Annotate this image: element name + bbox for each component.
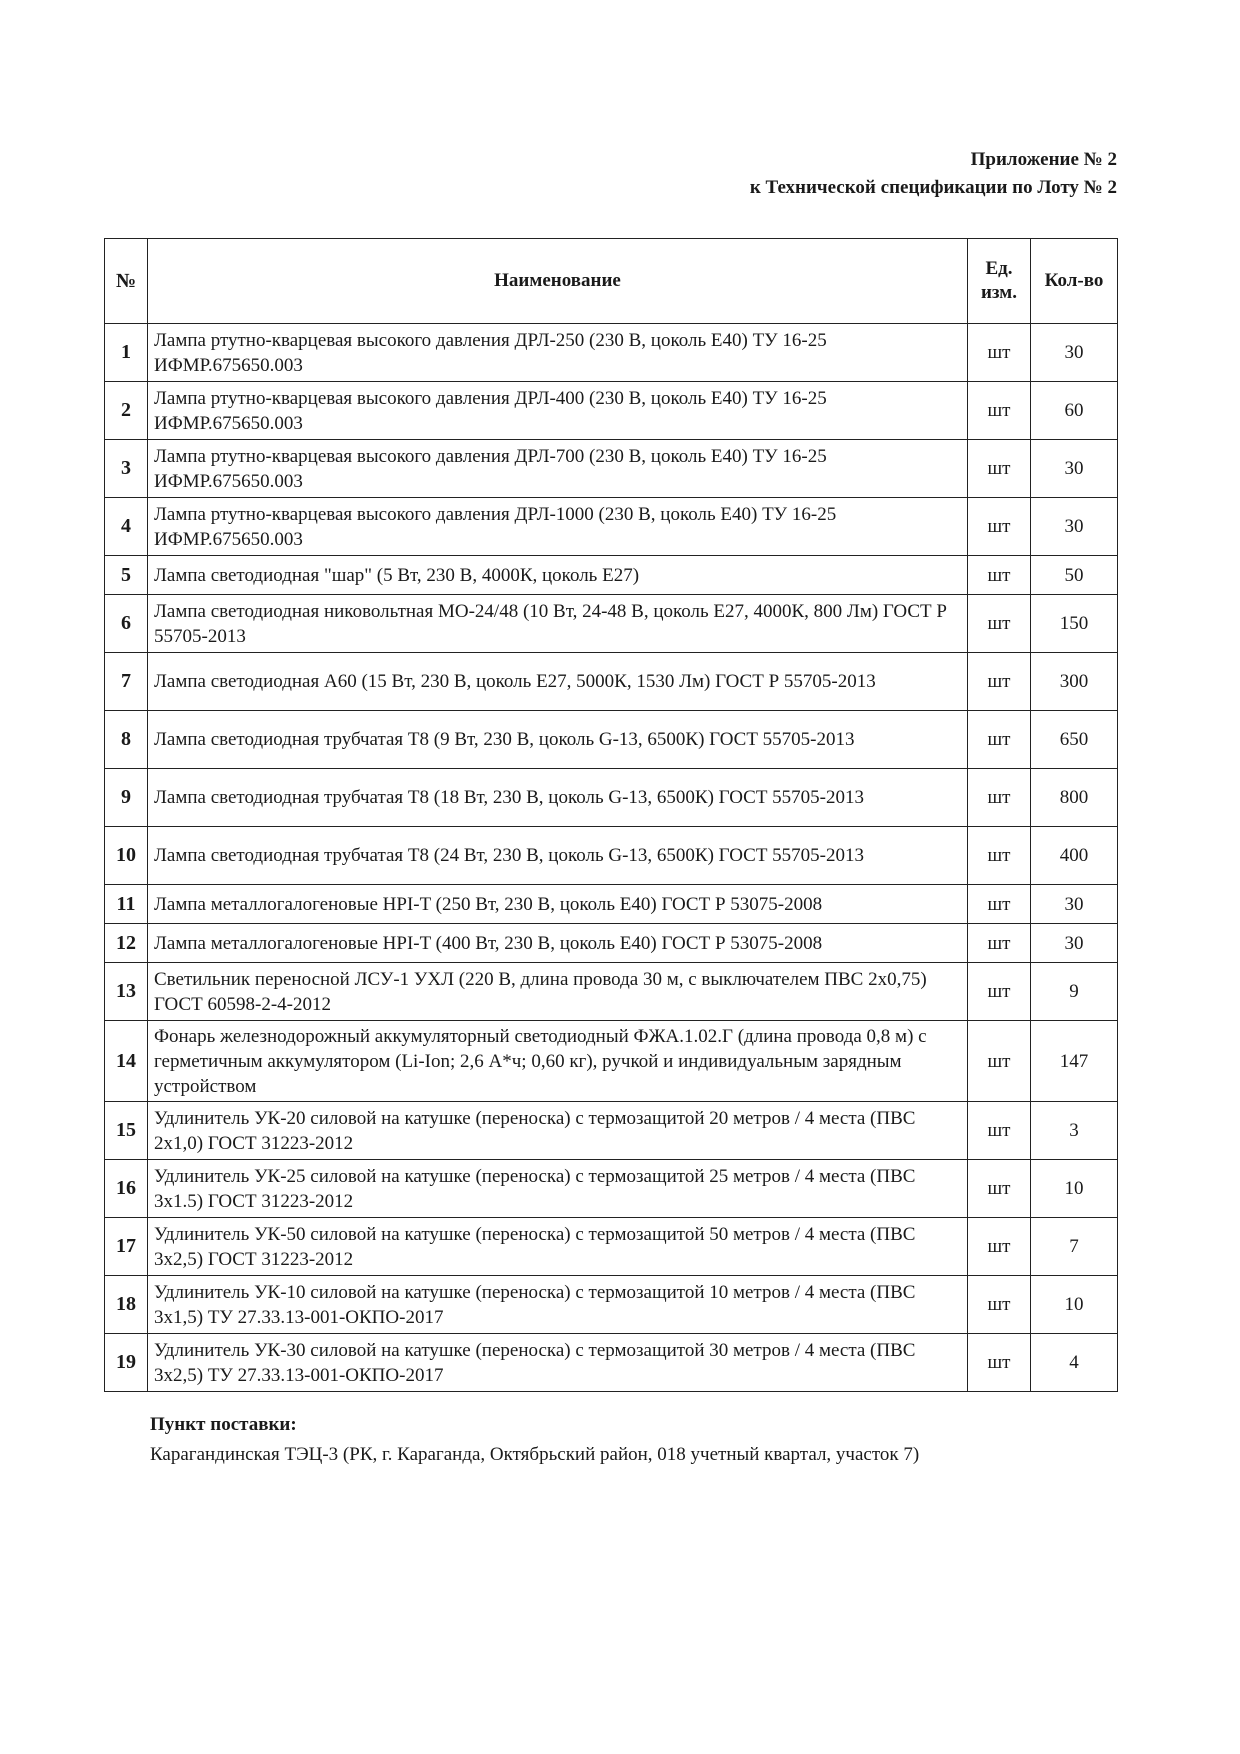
row-number: 15 (105, 1102, 148, 1160)
table-row (105, 1218, 1118, 1276)
row-unit: шт (968, 1021, 1031, 1102)
row-number: 4 (105, 498, 148, 556)
table-row (105, 653, 1118, 711)
row-number: 1 (105, 324, 148, 382)
table-header-row (105, 239, 1118, 324)
delivery-address: Карагандинская ТЭЦ-3 (РК, г. Караганда, Октябрьский район, 018 учетный квартал, участок 7) (150, 1444, 920, 1465)
row-number: 5 (105, 556, 148, 595)
table-row (105, 963, 1118, 1021)
row-quantity: 300 (1031, 653, 1118, 711)
row-number: 7 (105, 653, 148, 711)
delivery-label: Пункт поставки: (150, 1414, 297, 1435)
row-quantity: 650 (1031, 711, 1118, 769)
row-quantity: 10 (1031, 1160, 1118, 1218)
row-number: 19 (105, 1334, 148, 1392)
row-name: Лампа светодиодная трубчатая Т8 (24 Вт, 230 В, цоколь G-13, 6500К) ГОСТ 55705-2013 (148, 827, 968, 885)
row-name: Лампа ртутно-кварцевая высокого давления ДРЛ-250 (230 В, цоколь Е40) ТУ 16-25 ИФМР.675650.003 (148, 324, 968, 382)
table-row (105, 885, 1118, 924)
row-name: Лампа светодиодная "шар" (5 Вт, 230 В, 4000К, цоколь Е27) (148, 556, 968, 595)
table-row (105, 924, 1118, 963)
row-number: 13 (105, 963, 148, 1021)
table-row (105, 382, 1118, 440)
row-name: Удлинитель УК-30 силовой на катушке (переноска) с термозащитой 30 метров / 4 места (ПВС 3х2,5) ТУ 27.33.13-001-ОКПО-2017 (148, 1334, 968, 1392)
row-unit: шт (968, 769, 1031, 827)
row-name: Светильник переносной ЛСУ-1 УХЛ (220 В, длина провода 30 м, с выключателем ПВС 2х0,75) ГОСТ 60598-2-4-2012 (148, 963, 968, 1021)
row-unit: шт (968, 963, 1031, 1021)
specification-table (104, 238, 1118, 1392)
row-quantity: 30 (1031, 924, 1118, 963)
row-unit: шт (968, 1160, 1031, 1218)
row-number: 16 (105, 1160, 148, 1218)
table-row (105, 556, 1118, 595)
row-quantity: 10 (1031, 1276, 1118, 1334)
row-number: 8 (105, 711, 148, 769)
row-quantity: 50 (1031, 556, 1118, 595)
row-unit: шт (968, 324, 1031, 382)
row-unit: шт (968, 1334, 1031, 1392)
row-quantity: 30 (1031, 885, 1118, 924)
table-row (105, 1276, 1118, 1334)
table-row (105, 769, 1118, 827)
row-unit: шт (968, 440, 1031, 498)
row-quantity: 147 (1031, 1021, 1118, 1102)
row-number: 9 (105, 769, 148, 827)
table-row (105, 1160, 1118, 1218)
row-unit: шт (968, 1218, 1031, 1276)
row-name: Лампа ртутно-кварцевая высокого давления ДРЛ-400 (230 В, цоколь Е40) ТУ 16-25 ИФМР.675650.003 (148, 382, 968, 440)
table-row (105, 1021, 1118, 1102)
row-unit: шт (968, 595, 1031, 653)
table-row (105, 1334, 1118, 1392)
document-header (750, 146, 1117, 202)
row-name: Удлинитель УК-10 силовой на катушке (переноска) с термозащитой 10 метров / 4 места (ПВС 3х1,5) ТУ 27.33.13-001-ОКПО-2017 (148, 1276, 968, 1334)
row-number: 6 (105, 595, 148, 653)
table-row (105, 1102, 1118, 1160)
row-name: Удлинитель УК-50 силовой на катушке (переноска) с термозащитой 50 метров / 4 места (ПВС 3х2,5) ГОСТ 31223-2012 (148, 1218, 968, 1276)
row-quantity: 3 (1031, 1102, 1118, 1160)
row-number: 11 (105, 885, 148, 924)
row-number: 2 (105, 382, 148, 440)
row-quantity: 30 (1031, 498, 1118, 556)
table-row (105, 827, 1118, 885)
row-unit: шт (968, 711, 1031, 769)
row-name: Удлинитель УК-25 силовой на катушке (переноска) с термозащитой 25 метров / 4 места (ПВС 3х1.5) ГОСТ 31223-2012 (148, 1160, 968, 1218)
table-row (105, 595, 1118, 653)
row-quantity: 60 (1031, 382, 1118, 440)
row-name: Лампа светодиодная никовольтная МО-24/48 (10 Вт, 24-48 В, цоколь Е27, 4000К, 800 Лм) ГОСТ Р 55705-2013 (148, 595, 968, 653)
appendix-title: Приложение № 2 (970, 149, 1117, 170)
row-number: 3 (105, 440, 148, 498)
row-name: Фонарь железнодорожный аккумуляторный светодиодный ФЖА.1.02.Г (длина провода 0,8 м) с герметичным аккумулятором (Li-Ion; 2,6 А*ч; 0,60 кг), ручкой и индивидуальным зарядным устройством (148, 1021, 968, 1102)
header-number: № (105, 239, 148, 324)
row-quantity: 7 (1031, 1218, 1118, 1276)
row-number: 18 (105, 1276, 148, 1334)
table-row (105, 711, 1118, 769)
row-number: 12 (105, 924, 148, 963)
row-quantity: 800 (1031, 769, 1118, 827)
row-quantity: 9 (1031, 963, 1118, 1021)
row-unit: шт (968, 382, 1031, 440)
row-name: Лампа металлогалогеновые HPI-T (400 Вт, 230 В, цоколь Е40) ГОСТ Р 53075-2008 (148, 924, 968, 963)
row-name: Лампа ртутно-кварцевая высокого давления ДРЛ-1000 (230 В, цоколь Е40) ТУ 16-25 ИФМР.675650.003 (148, 498, 968, 556)
row-unit: шт (968, 885, 1031, 924)
row-name: Лампа светодиодная трубчатая Т8 (18 Вт, 230 В, цоколь G-13, 6500К) ГОСТ 55705-2013 (148, 769, 968, 827)
row-number: 17 (105, 1218, 148, 1276)
row-quantity: 4 (1031, 1334, 1118, 1392)
header-unit: Ед. изм. (968, 239, 1031, 324)
row-name: Лампа ртутно-кварцевая высокого давления ДРЛ-700 (230 В, цоколь Е40) ТУ 16-25 ИФМР.675650.003 (148, 440, 968, 498)
row-unit: шт (968, 1276, 1031, 1334)
row-unit: шт (968, 556, 1031, 595)
table-row (105, 498, 1118, 556)
row-name: Удлинитель УК-20 силовой на катушке (переноска) с термозащитой 20 метров / 4 места (ПВС 2х1,0) ГОСТ 31223-2012 (148, 1102, 968, 1160)
row-unit: шт (968, 827, 1031, 885)
row-unit: шт (968, 653, 1031, 711)
row-quantity: 150 (1031, 595, 1118, 653)
row-quantity: 400 (1031, 827, 1118, 885)
delivery-section (150, 1410, 919, 1470)
row-name: Лампа металлогалогеновые HPI-T (250 Вт, 230 В, цоколь Е40) ГОСТ Р 53075-2008 (148, 885, 968, 924)
row-name: Лампа светодиодная трубчатая Т8 (9 Вт, 230 В, цоколь G-13, 6500К) ГОСТ 55705-2013 (148, 711, 968, 769)
row-unit: шт (968, 1102, 1031, 1160)
row-quantity: 30 (1031, 324, 1118, 382)
row-name: Лампа светодиодная А60 (15 Вт, 230 В, цоколь Е27, 5000К, 1530 Лм) ГОСТ Р 55705-2013 (148, 653, 968, 711)
appendix-subtitle: к Технической спецификации по Лоту № 2 (749, 177, 1117, 198)
row-number: 14 (105, 1021, 148, 1102)
row-unit: шт (968, 498, 1031, 556)
header-quantity: Кол-во (1031, 239, 1118, 324)
row-unit: шт (968, 924, 1031, 963)
table-row (105, 440, 1118, 498)
row-number: 10 (105, 827, 148, 885)
row-quantity: 30 (1031, 440, 1118, 498)
table-row (105, 324, 1118, 382)
header-name: Наименование (148, 239, 968, 324)
